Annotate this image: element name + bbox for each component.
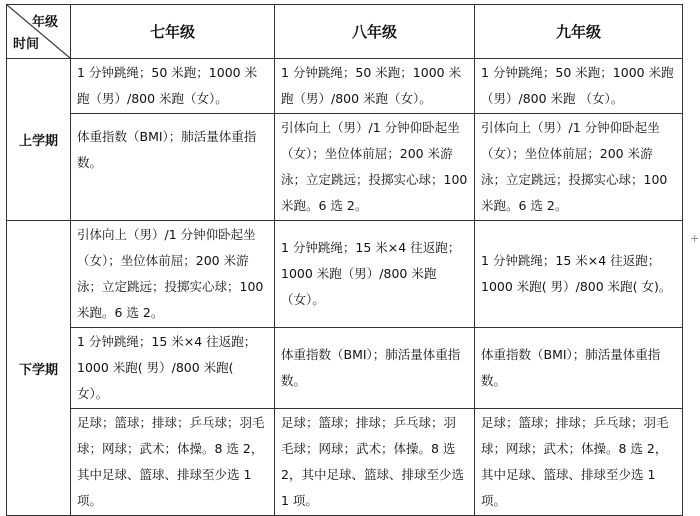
table-row [7, 221, 683, 328]
corner-grade-label: 年级 [31, 15, 58, 30]
plus-icon[interactable]: + [690, 232, 700, 245]
table-cell: 1 分钟跳绳；15 米×4 往返跑；1000 米跑（男）/800 米跑（女）。 [275, 221, 475, 328]
term-label-first: 上学期 [7, 59, 71, 221]
corner-time-label: 时间 [13, 37, 40, 52]
table-cell: 体重指数（BMI）；肺活量体重指数。 [275, 328, 475, 409]
header-grade-7: 七年级 [71, 5, 275, 59]
table-cell: 引体向上（男）/1 分钟仰卧起坐（女）；坐位体前屈；200 米游泳；立定跳远；投掷实心球；100 米跑。6 选 2。 [475, 114, 683, 221]
term-label-second: 下学期 [7, 221, 71, 516]
header-grade-9: 九年级 [475, 5, 683, 59]
table-row [7, 59, 683, 114]
table-row [7, 328, 683, 409]
corner-header-cell [7, 5, 71, 59]
table-cell: 1 分钟跳绳；15 米×4 往返跑；1000 米跑( 男）/800 米跑( 女）。 [71, 328, 275, 409]
table-cell: 1 分钟跳绳；50 米跑；1000 米跑（男）/800 米跑（女）。 [275, 59, 475, 114]
table-cell: 1 分钟跳绳；50 米跑；1000 米跑（男）/800 米跑 （女）。 [475, 59, 683, 114]
pe-test-table [6, 4, 683, 516]
header-grade-8: 八年级 [275, 5, 475, 59]
table-cell: 1 分钟跳绳；15 米×4 往返跑；1000 米跑( 男）/800 米跑( 女)。 [475, 221, 683, 328]
table-cell: 引体向上（男）/1 分钟仰卧起坐（女）；坐位体前屈；200 米游泳；立定跳远；投掷实心球；100 米跑。6 选 2。 [275, 114, 475, 221]
table-cell: 足球；篮球；排球；乒乓球；羽毛球；网球；武术；体操。8 选 2，其中足球、篮球、排球至少选 1 项。 [475, 409, 683, 516]
table-row [7, 114, 683, 221]
table-cell: 引体向上（男）/1 分钟仰卧起坐（女）；坐位体前屈；200 米游泳；立定跳远；投掷实心球；100 米跑。6 选 2。 [71, 221, 275, 328]
table-cell: 体重指数（BMI）；肺活量体重指数。 [71, 114, 275, 221]
table-cell: 足球；篮球；排球；乒乓球；羽毛球；网球；武术；体操。8 选 2，其中足球、篮球、排球至少选 1 项。 [275, 409, 475, 516]
table-cell: 1 分钟跳绳；50 米跑；1000 米跑（男）/800 米跑（女）。 [71, 59, 275, 114]
table-row [7, 409, 683, 516]
table-cell: 足球；篮球；排球；乒乓球；羽毛球；网球；武术；体操。8 选 2，其中足球、篮球、排球至少选 1 项。 [71, 409, 275, 516]
table-cell: 体重指数（BMI）；肺活量体重指数。 [475, 328, 683, 409]
header-row [7, 5, 683, 59]
